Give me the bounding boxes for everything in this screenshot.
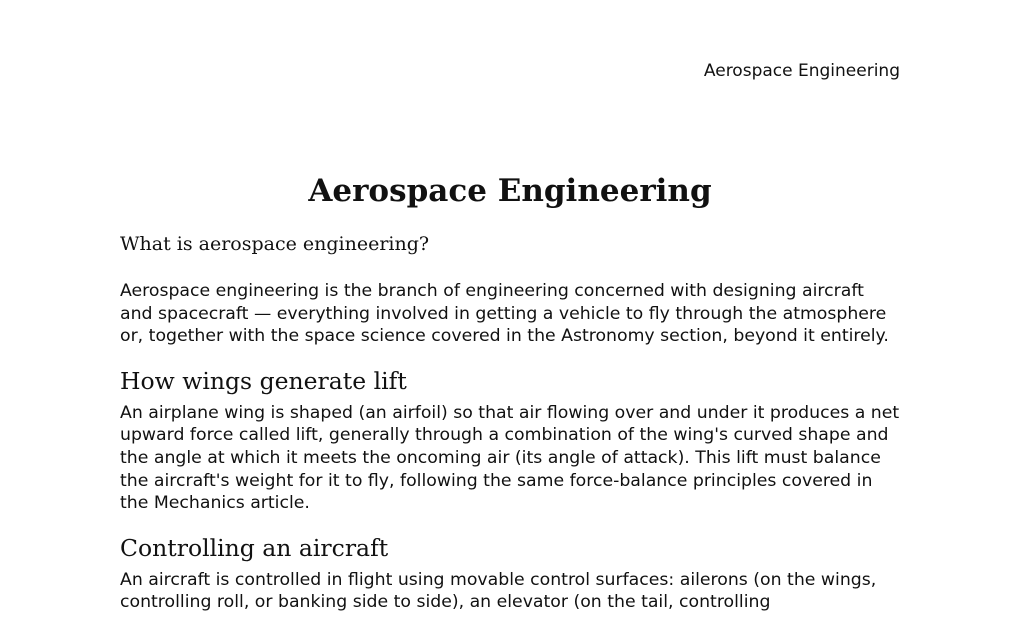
section-paragraph: An aircraft is controlled in flight using movable control surfaces: ailerons (on the wings, controlling roll, or banking side to side), an elevator (on the tail, controlling — [120, 569, 877, 613]
section-lift — [120, 366, 900, 515]
section-heading: How wings generate lift — [120, 366, 407, 395]
section-paragraph: An airplane wing is shaped (an airfoil) so that air flowing over and under it produces a net upward force called lift, generally through a combination of the wing's curved shape and the angle at which it meets the oncoming air (its angle of attack). This lift must balance the aircraft's weight for it to fly, following the same force-balance principles covered in the Mechanics article. — [120, 402, 900, 514]
section-control — [120, 533, 900, 614]
running-header: Aerospace Engineering — [703, 61, 900, 81]
intro-paragraph: Aerospace engineering is the branch of engineering concerned with designing aircraft and spacecraft — everything involved in getting a vehicle to fly through the atmosphere or, together with the space science covered in the Astronomy section, beyond it entirely. — [120, 281, 889, 347]
article-subtitle: What is aerospace engineering? — [120, 233, 430, 255]
page-title: Aerospace Engineering — [308, 173, 712, 209]
article-body — [120, 172, 900, 614]
section-heading: Controlling an aircraft — [120, 533, 389, 562]
